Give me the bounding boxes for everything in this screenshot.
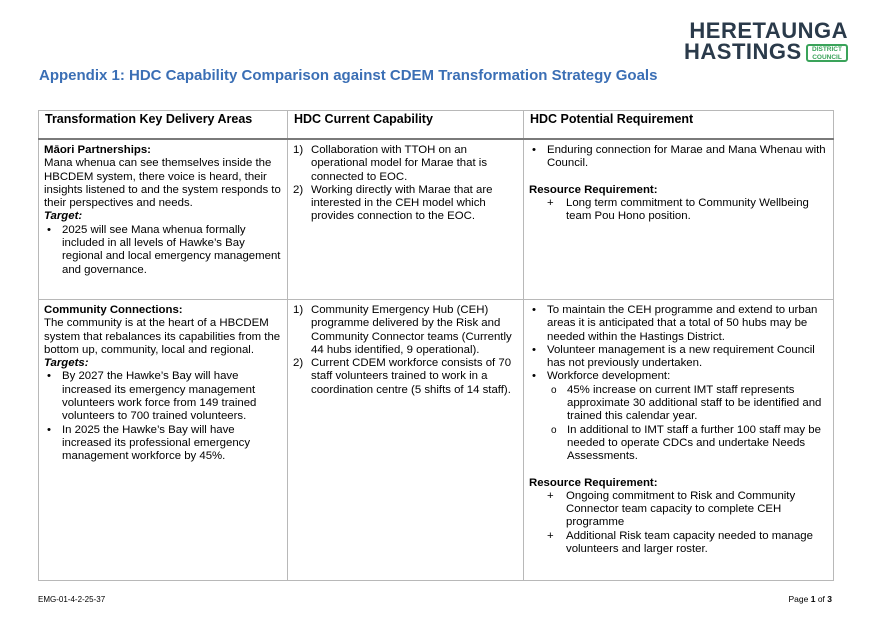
resource-label: Resource Requirement: [529, 476, 658, 489]
header-potential-requirement: HDC Potential Requirement [524, 111, 834, 140]
list-item: 1) Collaboration with TTOH on an operational model for Marae that is connected to EOC. [293, 144, 488, 183]
target-label: Target: [44, 210, 83, 223]
list-item: + Additional Risk team capacity needed to manage volunteers and larger roster. [529, 530, 828, 557]
list-item: • Enduring connection for Marae and Mana Whenau with Council. [529, 144, 828, 171]
council-logo [684, 20, 848, 66]
page-number: Page 1 of 3 [788, 594, 832, 604]
list-item: • 2025 will see Mana whenua formally included in all levels of Hawke’s Bay regional and local emergency management and governance. [44, 224, 282, 277]
table-header-row [39, 111, 834, 140]
list-item: • Volunteer management is a new requirement Council has not previously undertaken. [529, 344, 828, 371]
list-item: • By 2027 the Hawke’s Bay will have increased its emergency management volunteers work force from 149 trained volunteers to 700 trained volunteers. [44, 370, 282, 423]
logo-badge: DISTRICT COUNCIL [806, 44, 848, 62]
workforce-sublist [529, 384, 828, 464]
list-item: + Long term commitment to Community Wellbeing team Pou Hono position. [529, 197, 828, 224]
resource-list [529, 197, 828, 224]
table-row [39, 139, 834, 300]
list-item: o 45% increase on current IMT staff represents approximate 30 additional staff to be identified and trained this calendar year. [529, 384, 828, 424]
table-row [39, 300, 834, 581]
target-label: Targets: [44, 357, 89, 370]
cell-potential-requirement [524, 139, 834, 300]
area-description: The community is at the heart of a HBCDEM system that rebalances its capabilities from the bottom up, community, local and regional. [44, 317, 281, 356]
list-item: • To maintain the CEH programme and extend to urban areas it is anticipated that a total of 50 hubs may be needed within the Hastings District. [529, 304, 828, 344]
cell-current-capability [288, 300, 524, 581]
list-item: • In 2025 the Hawke’s Bay will have increased its professional emergency management workforce by 45%. [44, 424, 282, 464]
list-item: 2) Current CDEM workforce consists of 70 staff volunteers trained to work in a coordination centre (5 shifts of 14 staff). [293, 357, 512, 396]
comparison-table [38, 110, 834, 581]
requirement-list [529, 304, 828, 384]
list-item: 2) Working directly with Marae that are interested in the CEH model which provides connection to the EOC. [293, 183, 493, 223]
resource-label: Resource Requirement: [529, 183, 658, 196]
area-title: Māori Partnerships: [44, 144, 151, 156]
target-list [44, 370, 282, 463]
capability-list [293, 144, 518, 224]
area-title: Community Connections: [44, 304, 183, 316]
cell-delivery-area [39, 139, 288, 300]
document-id: EMG-01-4-2-25-37 [38, 595, 106, 604]
cell-current-capability [288, 139, 524, 300]
list-item: • Workforce development: [529, 370, 828, 383]
logo-hastings: HASTINGS [684, 39, 802, 64]
capability-list [293, 304, 518, 397]
header-key-delivery-areas: Transformation Key Delivery Areas [39, 111, 288, 140]
list-item: o In additional to IMT staff a further 100 staff may be needed to operate CDCs and undertake Needs Assessments. [529, 424, 828, 464]
cell-delivery-area [39, 300, 288, 581]
area-description: Mana whenua can see themselves inside the HBCDEM system, there voice is heard, their insights listened to and the system responds to their perspectives and needs. [44, 157, 281, 210]
list-item: 1) Community Emergency Hub (CEH) programme delivered by the Risk and Community Connector teams (Currently 44 hubs identified, 9 operational). [293, 304, 512, 356]
resource-list [529, 490, 828, 556]
cell-potential-requirement [524, 300, 834, 581]
target-list [44, 224, 282, 277]
header-current-capability: HDC Current Capability [288, 111, 524, 140]
list-item: + Ongoing commitment to Risk and Community Connector team capacity to complete CEH programme [529, 490, 828, 530]
logo-heretaunga: HERETAUNGA [689, 18, 848, 43]
requirement-list [529, 144, 828, 171]
page-title: Appendix 1: HDC Capability Comparison against CDEM Transformation Strategy Goals [39, 67, 658, 84]
